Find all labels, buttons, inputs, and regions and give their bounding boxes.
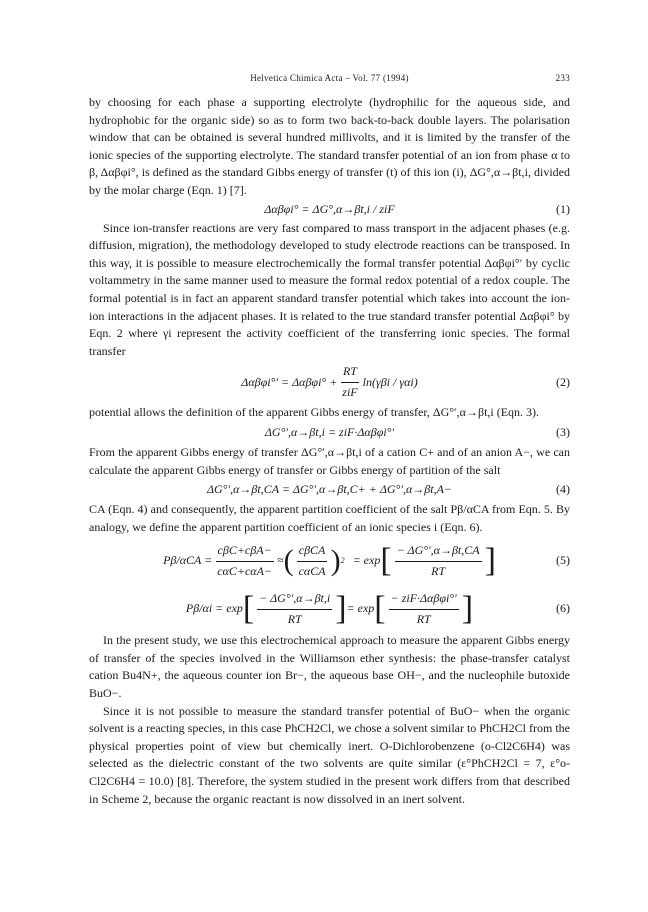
equation-2-denominator: ziF xyxy=(342,384,358,399)
equation-6-right-bracket-2: ] xyxy=(461,590,474,628)
equation-6-left-bracket-2: [ xyxy=(374,590,386,628)
equation-5-fraction-2-numerator: cβCA xyxy=(297,542,328,562)
equation-6-mid: = exp xyxy=(346,601,375,616)
equation-5-left-paren: ( xyxy=(283,544,294,578)
equation-6-fraction-1 xyxy=(257,590,332,628)
equation-5-fraction-3 xyxy=(395,542,482,580)
equation-5-fraction-1-numerator: cβC+cβA− xyxy=(216,542,274,562)
equation-6-number: (6) xyxy=(556,601,570,616)
paragraph-6: In the present study, we use this electrochemical approach to measure the apparent Gibbs energy of transfer of the species involved in the Williamson ether synthesis: the phase-transfer catalyst cation Bu4N+, the aqueous counter ion Br−, the aqueous base OH−, and the nucleophile butoxide BuO−. xyxy=(89,633,570,701)
equation-5-fraction-1 xyxy=(215,542,274,580)
equation-2-numerator: RT xyxy=(341,363,359,383)
equation-3-body: ΔG°′,α→βt,i = ziF·Δαβφi°′ xyxy=(264,425,395,440)
equation-3-number: (3) xyxy=(556,425,570,440)
equation-6-fraction-1-denominator: RT xyxy=(287,611,302,626)
equation-5-fraction-1-denominator: cαC+cαA− xyxy=(217,563,272,578)
page-number: 233 xyxy=(555,73,570,83)
equation-5-right-paren: ) xyxy=(330,544,341,578)
equation-1-body: Δαβφi° = ΔG°,α→βt,i / ziF xyxy=(264,201,395,216)
equation-1-number: (1) xyxy=(556,201,570,216)
equation-4 xyxy=(89,479,570,501)
equation-5-lhs: Pβ/αCA = xyxy=(163,553,213,568)
body-text xyxy=(89,94,570,808)
paragraph-7: Since it is not possible to measure the standard transfer potential of BuO− when the organic solvent is a reacting species, in this case PhCH2Cl, we chose a solvent similar to PhCH2Cl from the physical properties point of view but chemically inert. O-Dichlorobenzene (o-Cl2C6H4) was selected as the dielectric constant of the two solvents are quite similar (ε°PhCH2Cl = 7, ε°o-Cl2C6H4 = 10.0) [8]. Therefore, the system studied in the present work differs from that described in Scheme 2, because the organic reactant is now dissolved in an inert solvent. xyxy=(89,703,570,806)
equation-4-number: (4) xyxy=(556,482,570,497)
equation-6-right-bracket-1: ] xyxy=(335,590,347,628)
equation-2-fraction xyxy=(340,363,359,401)
paragraph-1: by choosing for each phase a supporting electrolyte (hydrophilic for the aqueous side, and hydrophobic for the organic side) so as to form two back-to-back double layers. The polarisation window that can be obtained is several hundred millivolts, and it is limited by the transfer of the ionic species of the supporting electrolyte. The standard transfer potential of an ion from phase α to β, Δαβφi°, is defined as the standard Gibbs energy of transfer (t) of this ion (i), ΔG°,α→βt,i, divided by the molar charge (Eqn. 1) [7]. xyxy=(89,95,570,197)
equation-4-body: ΔG°′,α→βt,CA = ΔG°′,α→βt,C+ + ΔG°′,α→βt,A− xyxy=(206,482,453,497)
equation-2-number: (2) xyxy=(556,374,570,389)
equation-3 xyxy=(89,422,570,444)
equation-5-fraction-2 xyxy=(297,542,328,580)
equation-5-fraction-2-denominator: cαCA xyxy=(298,563,326,578)
equation-6-lhs: Pβ/αi = exp xyxy=(185,601,243,616)
paragraph-2: Since ion-transfer reactions are very fast compared to mass transport in the adjacent phases (e.g. diffusion, migration), the methodology developed to study electrode reactions can be transposed. In this way, it is possible to measure electrochemically the formal transfer potential Δαβφi°′ by cyclic voltammetry in the same manner used to measure the formal redox potential of a redox couple. The formal potential is in fact an apparent standard transfer potential which takes into account the ion-ion interactions in the adjacent phases. It is related to the true standard transfer potential Δαβφi° by Eqn. 2 where γi represent the activity coefficient of the transferring ionic species. The formal transfer xyxy=(89,220,570,358)
paragraph-5: CA (Eqn. 4) and consequently, the apparent partition coefficient of the salt Pβ/αCA from Eqn. 5. By analogy, we define the apparent partition coefficient of an ionic species i (Eqn. 6). xyxy=(89,502,570,534)
equation-6-fraction-2-denominator: RT xyxy=(416,611,431,626)
equation-5-exp: = exp xyxy=(352,553,381,568)
running-head: Helvetica Chimica Acta – Vol. 77 (1994) xyxy=(250,73,409,83)
paragraph-4: From the apparent Gibbs energy of transfer ΔG°′,α→βt,i of a cation C+ and of an anion A−, we can calculate the apparent Gibbs energy of transfer or Gibbs energy of partition of the salt xyxy=(89,444,570,477)
equation-6-left-bracket-1: [ xyxy=(242,590,255,628)
equation-5-square: 2 xyxy=(340,556,345,566)
equation-5 xyxy=(89,536,570,586)
equation-2-log-term: ln(γβi / γαi) xyxy=(362,374,418,389)
equation-5-approx: ≈ xyxy=(277,553,284,568)
equation-5-fraction-3-denominator: RT xyxy=(431,563,446,578)
equation-5-fraction-3-numerator: − ΔG°′,α→βt,CA xyxy=(395,542,482,562)
equation-5-number: (5) xyxy=(556,553,570,568)
equation-1 xyxy=(89,200,570,220)
equation-2-lhs: Δαβφi°′ = Δαβφi° + xyxy=(241,374,338,389)
equation-5-right-bracket: ] xyxy=(484,542,496,580)
equation-6-fraction-1-numerator: − ΔG°′,α→βt,i xyxy=(257,590,332,610)
paragraph-3: potential allows the definition of the apparent Gibbs energy of transfer, ΔG°′,α→βt,i (Eqn. 3). xyxy=(89,405,540,420)
equation-6-fraction-2 xyxy=(389,590,459,628)
equation-6 xyxy=(89,586,570,632)
equation-5-left-bracket: [ xyxy=(380,542,392,580)
equation-2 xyxy=(89,360,570,404)
equation-6-fraction-2-numerator: − ziF·Δαβφi°′ xyxy=(389,590,459,610)
